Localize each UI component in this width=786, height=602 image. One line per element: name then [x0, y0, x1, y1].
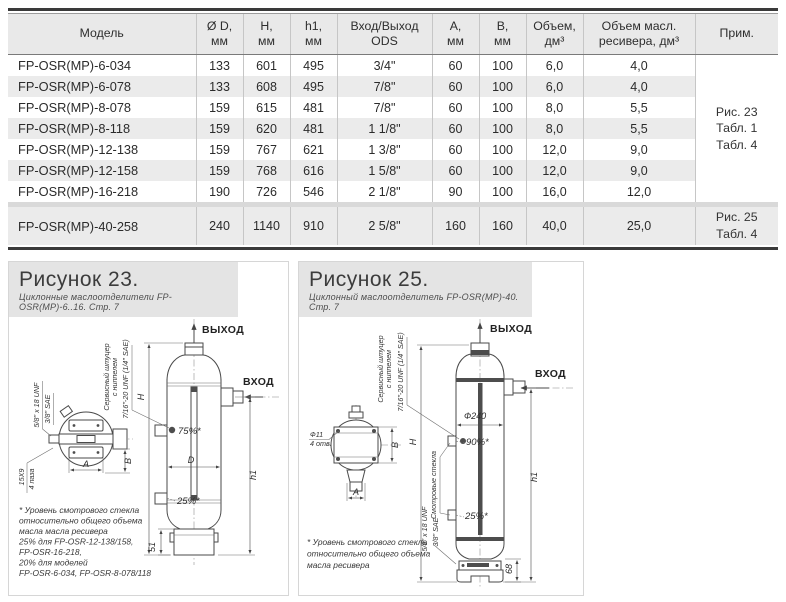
- spec-table-wrap: [8, 8, 778, 250]
- header-row: [8, 14, 778, 55]
- col-header-b: В, мм: [479, 14, 526, 55]
- spec-table: [8, 13, 778, 245]
- col-header-note: Прим.: [695, 14, 778, 55]
- cell-ods: 7/8": [337, 97, 432, 118]
- cell-receiver-volume: 9,0: [583, 139, 695, 160]
- thread-label-38sae: 3/8" SAE: [43, 394, 52, 424]
- table-row: [8, 160, 778, 181]
- cell-a: 60: [432, 55, 479, 77]
- col-header-a: А, мм: [432, 14, 479, 55]
- cell-h: 615: [243, 97, 290, 118]
- footnote-line: масла ресивера: [307, 560, 370, 571]
- holes-count-label: 4 отв.: [310, 439, 332, 449]
- figure-25-subtitle: Циклонный маслоотделитель FP-OSR(MP)-40. Стр. 7: [309, 292, 519, 313]
- cell-b: 100: [479, 160, 526, 181]
- figures-row: [8, 261, 778, 596]
- footnote-line: 20% для моделей: [19, 557, 88, 568]
- figure-25-panel: [298, 261, 584, 596]
- cell-ods: 1 3/8": [337, 139, 432, 160]
- cell-h1: 495: [290, 76, 337, 97]
- cell-model: FP-OSR(MP)-8-078: [18, 100, 132, 115]
- cell-b: 160: [479, 207, 526, 245]
- cell-h: 726: [243, 181, 290, 202]
- table-row: [8, 207, 778, 245]
- cell-h: 768: [243, 160, 290, 181]
- cell-h1: 616: [290, 160, 337, 181]
- cell-receiver-volume: 4,0: [583, 76, 695, 97]
- cell-d: 190: [196, 181, 243, 202]
- cell-b: 100: [479, 55, 526, 77]
- cell-h: 767: [243, 139, 290, 160]
- figure-25-title-block: [299, 262, 532, 317]
- footnote-line: FP-OSR-16-218,: [19, 547, 82, 558]
- col-header-model: Модель: [8, 14, 196, 55]
- cell-model: FP-OSR(MP)-12-138: [18, 142, 139, 157]
- cell-b: 100: [479, 181, 526, 202]
- cell-a: 60: [432, 76, 479, 97]
- dim-68: 68: [504, 564, 514, 575]
- cell-model: FP-OSR(MP)-12-158: [8, 160, 196, 181]
- cell-h: 601: [243, 55, 290, 77]
- service-port-label-1: Сервисный штуцер: [102, 343, 111, 412]
- cell-d: 159: [196, 118, 243, 139]
- slot-size-label: 15X9: [17, 469, 26, 486]
- service-port-label-1: Сервисный штуцер: [376, 335, 385, 404]
- service-thread-label: 7/16"-20 UNF (1/4" SAE): [121, 339, 130, 420]
- footnote-line: FP-OSR-6-034, FP-OSR-8-078/118: [19, 568, 152, 579]
- cell-h1: 910: [290, 207, 337, 245]
- level-25-label: 25%*: [465, 511, 488, 523]
- col-header-d: Ø D, мм: [196, 14, 243, 55]
- footnote-line: * Уровень смотрового стекла: [19, 505, 140, 516]
- cell-a: 60: [432, 97, 479, 118]
- cell-volume: 8,0: [526, 118, 583, 139]
- cell-receiver-volume: 5,5: [583, 118, 695, 139]
- cell-b: 100: [479, 97, 526, 118]
- col-header-volume: Объем, дм³: [526, 14, 583, 55]
- cell-a: 90: [432, 181, 479, 202]
- col-header-receiver-volume: Объем масл. ресивера, дм³: [583, 14, 695, 55]
- inlet-label: ВХОД: [535, 368, 567, 381]
- table-row: [8, 76, 778, 97]
- cell-volume: 12,0: [526, 160, 583, 181]
- cell-h1: 546: [290, 181, 337, 202]
- cell-model: FP-OSR(MP)-16-218: [18, 184, 139, 199]
- service-port-label-2: с ниппелем: [110, 358, 119, 397]
- figure-23-title-block: [9, 262, 238, 317]
- footnote-line: масла масла ресивера: [19, 526, 108, 537]
- footnote-line: 25% для FP-OSR-12-138/158,: [19, 536, 134, 547]
- level-75-label: 75%*: [178, 426, 201, 438]
- cell-model: FP-OSR(MP)-6-034: [18, 58, 132, 73]
- cell-volume: 40,0: [526, 207, 583, 245]
- cell-d: 159: [196, 160, 243, 181]
- cell-h: 620: [243, 118, 290, 139]
- footnote: [18, 505, 151, 578]
- dim-B: В: [123, 458, 133, 465]
- cell-d: 240: [196, 207, 243, 245]
- cell-model: FP-OSR(MP)-8-118: [8, 118, 196, 139]
- cell-receiver-volume: 25,0: [583, 207, 695, 245]
- table-row: [8, 181, 778, 202]
- level-25-label: 25%*: [177, 496, 200, 508]
- service-thread-label: 7/16"-20 UNF (1/4" SAE): [396, 332, 405, 413]
- cell-a: 60: [432, 118, 479, 139]
- figure-23-panel: [8, 261, 289, 596]
- inlet-label: ВХОД: [243, 376, 275, 389]
- dim-D: D: [187, 455, 195, 466]
- note-group-1: Рис. 23 Табл. 1 Табл. 4: [695, 55, 778, 203]
- vessel-outline: [448, 319, 525, 587]
- cell-volume: 12,0: [526, 139, 583, 160]
- cell-receiver-volume: 9,0: [583, 160, 695, 181]
- footnote-line: * Уровень смотрового стекла: [307, 537, 428, 548]
- table-row: [8, 118, 778, 139]
- cell-d: 159: [196, 139, 243, 160]
- cell-a: 160: [432, 207, 479, 245]
- table-row: [8, 97, 778, 118]
- figure-23-subtitle: Циклонные маслоотделители FP-OSR(MP)-6..16. Стр. 7: [19, 292, 172, 313]
- thread-label-58unf: 5/8" x 18 UNF: [32, 382, 41, 428]
- cell-volume: 16,0: [526, 181, 583, 202]
- callout-labels: [376, 333, 459, 565]
- cell-ods: 3/4": [337, 55, 432, 77]
- cell-receiver-volume: 12,0: [583, 181, 695, 202]
- cell-model: FP-OSR(MP)-40-258: [8, 207, 196, 245]
- cell-receiver-volume: 5,5: [583, 97, 695, 118]
- dim-d240: Ф240: [464, 411, 487, 422]
- sight-glass-label: Смотровые стекла: [429, 451, 438, 520]
- dim-A: А: [82, 459, 90, 470]
- cell-b: 100: [479, 76, 526, 97]
- cell-h: 1140: [243, 207, 290, 245]
- cell-a: 60: [432, 139, 479, 160]
- cell-ods: 7/8": [337, 76, 432, 97]
- dim-B: В: [390, 442, 400, 449]
- vessel-outline: [155, 319, 243, 565]
- outlet-label: ВЫХОД: [490, 323, 533, 336]
- cell-volume: 6,0: [526, 55, 583, 77]
- cell-volume: 8,0: [526, 97, 583, 118]
- cell-ods: 2 1/8": [337, 181, 432, 202]
- outlet-label: ВЫХОД: [202, 324, 245, 337]
- cell-h1: 495: [290, 55, 337, 77]
- col-header-h: H, мм: [243, 14, 290, 55]
- cell-model: FP-OSR(MP)-6-078: [8, 76, 196, 97]
- dim-h1: h1: [248, 470, 258, 481]
- holes-dia-label: Ф11: [310, 430, 324, 440]
- figure-23-title: Рисунок 23.: [19, 268, 139, 291]
- dim-H: H: [136, 394, 146, 401]
- level-90-label: 90%*: [466, 437, 489, 449]
- table-row: [8, 55, 778, 77]
- col-header-h1: h1, мм: [290, 14, 337, 55]
- service-port-label-2: с ниппелем: [384, 350, 393, 389]
- cell-b: 100: [479, 118, 526, 139]
- cell-receiver-volume: 4,0: [583, 55, 695, 77]
- cell-a: 60: [432, 160, 479, 181]
- cell-ods: 1 1/8": [337, 118, 432, 139]
- dim-H: H: [408, 439, 418, 446]
- cell-d: 133: [196, 55, 243, 77]
- dim-51: 51: [147, 542, 157, 553]
- footnote-line: относительно общего объема: [307, 548, 431, 559]
- footnote: [307, 537, 431, 570]
- cell-b: 100: [479, 139, 526, 160]
- thread-label-58unf: 5/8" x 18 UNF: [420, 506, 429, 552]
- dim-A: А: [352, 487, 360, 498]
- cell-h1: 481: [290, 97, 337, 118]
- table-row: [8, 139, 778, 160]
- note-group-2: Рис. 25 Табл. 4: [695, 207, 778, 245]
- dim-h1: h1: [529, 472, 539, 483]
- figure-23-drawing: [9, 317, 286, 595]
- col-header-ods: Вход/Выход ODS: [337, 14, 432, 55]
- figure-25-title: Рисунок 25.: [309, 268, 429, 291]
- cell-h1: 621: [290, 139, 337, 160]
- cell-h1: 481: [290, 118, 337, 139]
- thread-label-38sae: 3/8" SAE: [431, 517, 440, 547]
- bottom-view: [309, 405, 401, 501]
- cell-volume: 6,0: [526, 76, 583, 97]
- slot-count-label: 4 паза: [27, 468, 36, 490]
- cell-h: 608: [243, 76, 290, 97]
- cell-d: 159: [196, 97, 243, 118]
- figure-25-drawing: [299, 317, 581, 595]
- cell-ods: 2 5/8": [337, 207, 432, 245]
- footnote-line: относительно общего объема: [19, 515, 143, 526]
- cell-ods: 1 5/8": [337, 160, 432, 181]
- cell-d: 133: [196, 76, 243, 97]
